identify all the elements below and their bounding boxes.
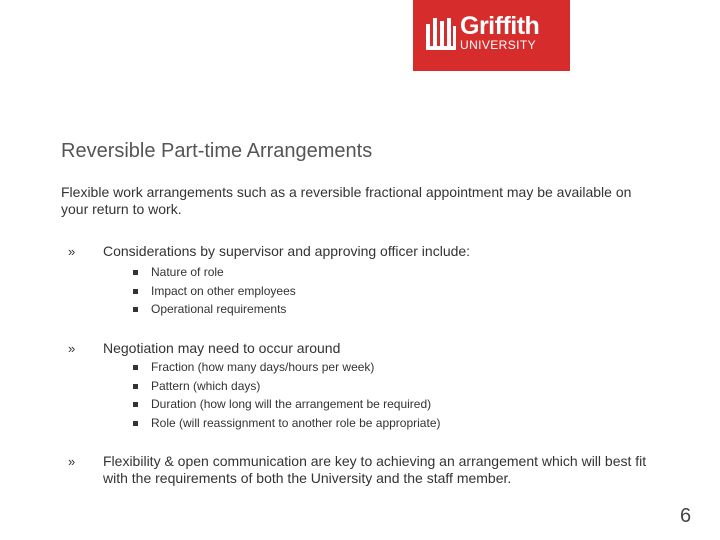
square-bullet-icon [133, 421, 138, 426]
bullet-text: Considerations by supervisor and approving officer include: [103, 243, 471, 259]
logo-subtitle: UNIVERSITY [460, 38, 537, 52]
slide-title: Reversible Part-time Arrangements [61, 140, 373, 162]
chevron-bullet-icon: » [68, 454, 76, 469]
intro-paragraph: Flexible work arrangements such as a reversible fractional appointment may be available on your return to work. [61, 184, 632, 217]
sub-bullet-item: Duration (how long will the arrangement be required) [133, 395, 440, 414]
sub-bullet-item: Nature of role [133, 263, 296, 282]
sub-bullet-item: Impact on other employees [133, 282, 296, 301]
sub-bullet-item: Role (will reassignment to another role be appropriate) [133, 414, 440, 433]
griffith-emblem-icon [424, 16, 458, 52]
square-bullet-icon [133, 402, 138, 407]
bullet-text: Flexibility & open communication are key to achieving an arrangement which will best fit with the requirements of both the University and the staff member. [103, 453, 647, 486]
square-bullet-icon [133, 307, 138, 312]
square-bullet-icon [133, 384, 138, 389]
sub-bullet-item: Fraction (how many days/hours per week) [133, 358, 440, 377]
logo-wordmark: Griffith [460, 12, 540, 40]
square-bullet-icon [133, 289, 138, 294]
chevron-bullet-icon: » [68, 244, 76, 259]
square-bullet-icon [133, 270, 138, 275]
page-number: 6 [680, 505, 692, 527]
sub-bullet-item: Operational requirements [133, 300, 296, 319]
griffith-university-logo [413, 0, 570, 71]
sub-bullet-list [133, 263, 296, 319]
square-bullet-icon [133, 365, 138, 370]
chevron-bullet-icon: » [68, 341, 76, 356]
sub-bullet-item: Pattern (which days) [133, 377, 440, 396]
sub-bullet-list [133, 358, 440, 432]
bullet-text: Negotiation may need to occur around [103, 340, 341, 356]
